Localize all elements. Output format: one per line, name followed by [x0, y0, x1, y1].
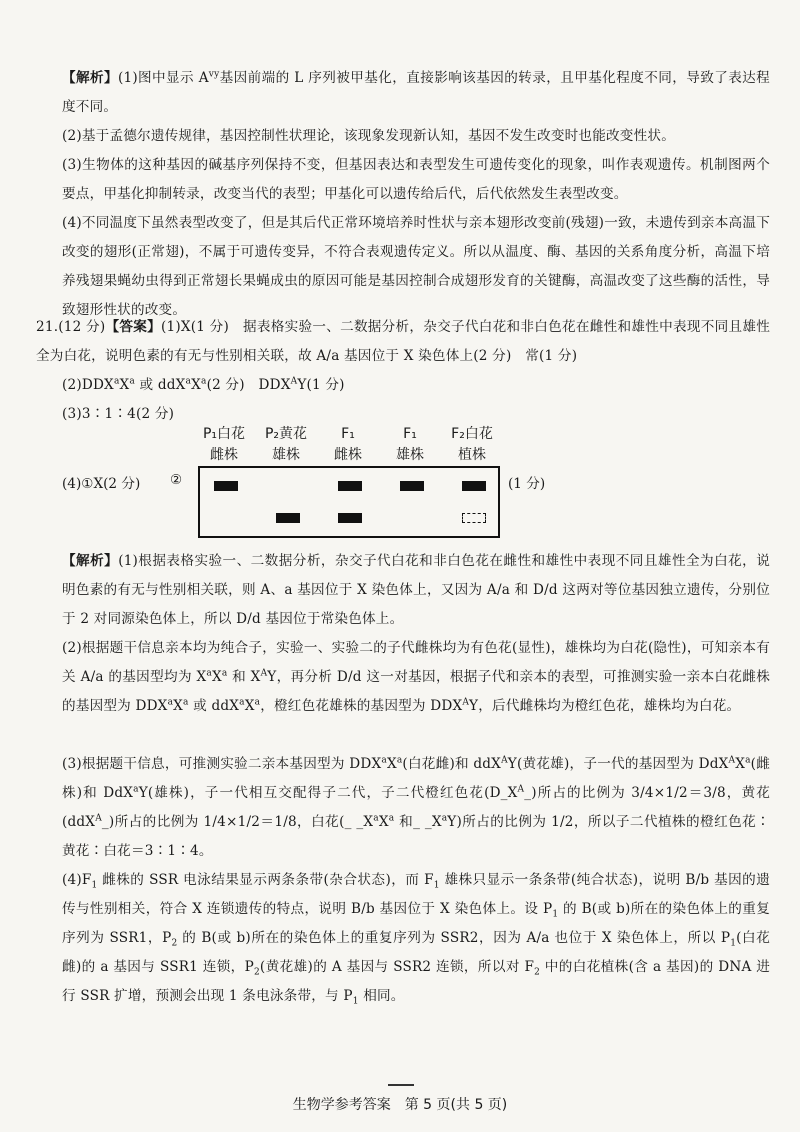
gel-band: [338, 513, 362, 523]
gel-band: [462, 481, 486, 491]
analysis-label: 【解析】: [62, 553, 119, 569]
analysis-label: 【解析】: [62, 70, 118, 86]
gel-lane-header: F₂白花 植株: [451, 426, 493, 463]
analysis20-p1: 【解析】(1)图中显示 $A^{vy}$基因前端的 L 序列被甲基化，直接影响该基因的转录，且甲基化程度不同，导致了表达程度不同。: [62, 69, 770, 115]
gel-band: [400, 481, 424, 491]
gel-lane-header: P₂黄花 雄株: [264, 426, 308, 463]
q21-answer-4-score: (1 分): [508, 476, 546, 492]
analysis21-p2: (2)根据题干信息亲本均为纯合子，实验一、实验二的子代雌株均为有色花(显性)，雄株均为白花(隐性)，可知亲本有关 A/a 的基因型均为 $X^aX^a$ 和 $X^AY$，再分析 D/d 这一对基因，根据子代和亲本的表型，可推测实验一亲本白花雌株的基因型为 $DDX^aX^a$ 或 $ddX^aX^a$，橙红色花雄株的基因型为 $DDX^AY$，后代雌株均为橙红色花，雄株均为白花。: [62, 640, 770, 714]
analysis21-p4: $(4)F_1$ 雌株的 SSR 电泳结果显示两条条带(杂合状态)，而 $F_1$ 雄株只显示一条条带(纯合状态)，说明 B/b 基因的遗传与性别相关，符合 X 连锁遗传的特点，说明 B/b 基因位于 X 染色体上。设 $P_1$ 的 B(或 b)所在的染色体上的重复序列为 SSR1，$P_2$ 的 B(或 b)所在的染色体上的重复序列为 SSR2，因为 A/a 也位于 X 染色体上，所以 $P_1$(白花雌)的 a 基因与 SSR1 连锁，$P_2$(黄花雄)的 A 基因与 SSR2 连锁，所以对 $F_2$ 中的白花植株(含 a 基因)的 DNA 进行 SSR 扩增，预测会出现 1 条电泳条带，与 $P_1$ 相同。: [62, 872, 771, 1007]
q21-answer-4-label: (4)①X(2 分): [62, 476, 141, 492]
q21-answer-4-circle: ②: [170, 472, 183, 488]
q21-answer-3: (3)3∶1∶4(2 分): [62, 406, 175, 422]
answer-label: 【答案】: [105, 319, 161, 335]
analysis20-p2: (2)基于孟德尔遗传规律，基因控制性状理论，该现象发现新认知，基因不发生改变时也能改变性状。: [62, 128, 675, 144]
q21-answer-2: $(2)DDX^aX^a$ 或 $ddX^aX^a(2$ 分) $DDX^AY(1$ 分): [62, 376, 345, 393]
analysis21-p1: 【解析】(1)根据表格实验一、二数据分析，杂交子代白花和非白色花在雌性和雄性中表现不同且雄性全为白花，说明色素的有无与性别相关联，则 A、a 基因位于 X 染色体上，又因为 A/a 和 D/d 这两对等位基因独立遗传，分别位于 2 对同源染色体上，所以 D/d 基因位于常染色体上。: [62, 553, 770, 627]
analysis20-p4: (4)不同温度下虽然表型改变了，但是其后代正常环境培养时性状与亲本翅形改变前(残翅)一致，未遗传到亲本高温下改变的翅形(正常翅)，不属于可遗传变异，不符合表观遗传定义。所以从温度、酶、基因的关系角度分析，高温下培养残翅果蝇幼虫得到正常翅长果蝇成虫的原因可能是基因控制合成翅形发育的关键酶，高温改变了这些酶的活性，导致翅形性状的改变。: [62, 215, 770, 318]
analysis20-p3: (3)生物体的这种基因的碱基序列保持不变，但基因表达和表型发生可遗传变化的现象，叫作表观遗传。机制图两个要点，甲基化抑制转录，改变当代的表型；甲基化可以遗传给后代，后代依然发生表型改变。: [62, 157, 770, 202]
gel-lane-header: F₁ 雌株: [334, 426, 362, 463]
gel-figure: [62, 424, 770, 542]
q21-answer-1: 21.(12 分)【答案】(1)X(1 分) 据表格实验一、二数据分析，杂交子代白花和非白色花在雌性和雄性中表现不同且雄性全为白花，说明色素的有无与性别相关联，故 A/a 基因位于 X 染色体上(2 分) 常(1 分): [36, 319, 770, 364]
gel-band: [214, 481, 238, 491]
page-footer: 生物学参考答案 第 5 页(共 5 页): [292, 1097, 508, 1113]
gel-lane-header: P₁白花 雌株: [202, 426, 246, 463]
gel-lane-header: F₁ 雄株: [396, 426, 424, 463]
page-mark: [388, 1084, 414, 1086]
analysis21-p3: (3)根据题干信息，可推测实验二亲本基因型为 $DDX^aX^a$(白花雌)和 ddX$^A$Y(黄花雄)，子一代的基因型为 $DdX^AX^a$(雌株)和 DdX$^a$Y(雄株)，子一代相互交配得子二代，子二代橙红色花$(D\_X^A\_)$所占的比例为 3/4×1/2＝3/8，黄花(ddX$^A$_)所占的比例为 1/4×1/2＝1/8，白花(_ $\_X^aX^a$ 和_ $\_X^aY$)所占的比例为 1/2，所以子二代植株的橙红色花∶黄花∶白花＝3∶1∶4。: [62, 755, 770, 859]
gel-band: [276, 513, 300, 523]
gel-band-dashed: [462, 513, 486, 523]
gel-band: [338, 481, 362, 491]
gel-box: [198, 466, 500, 538]
